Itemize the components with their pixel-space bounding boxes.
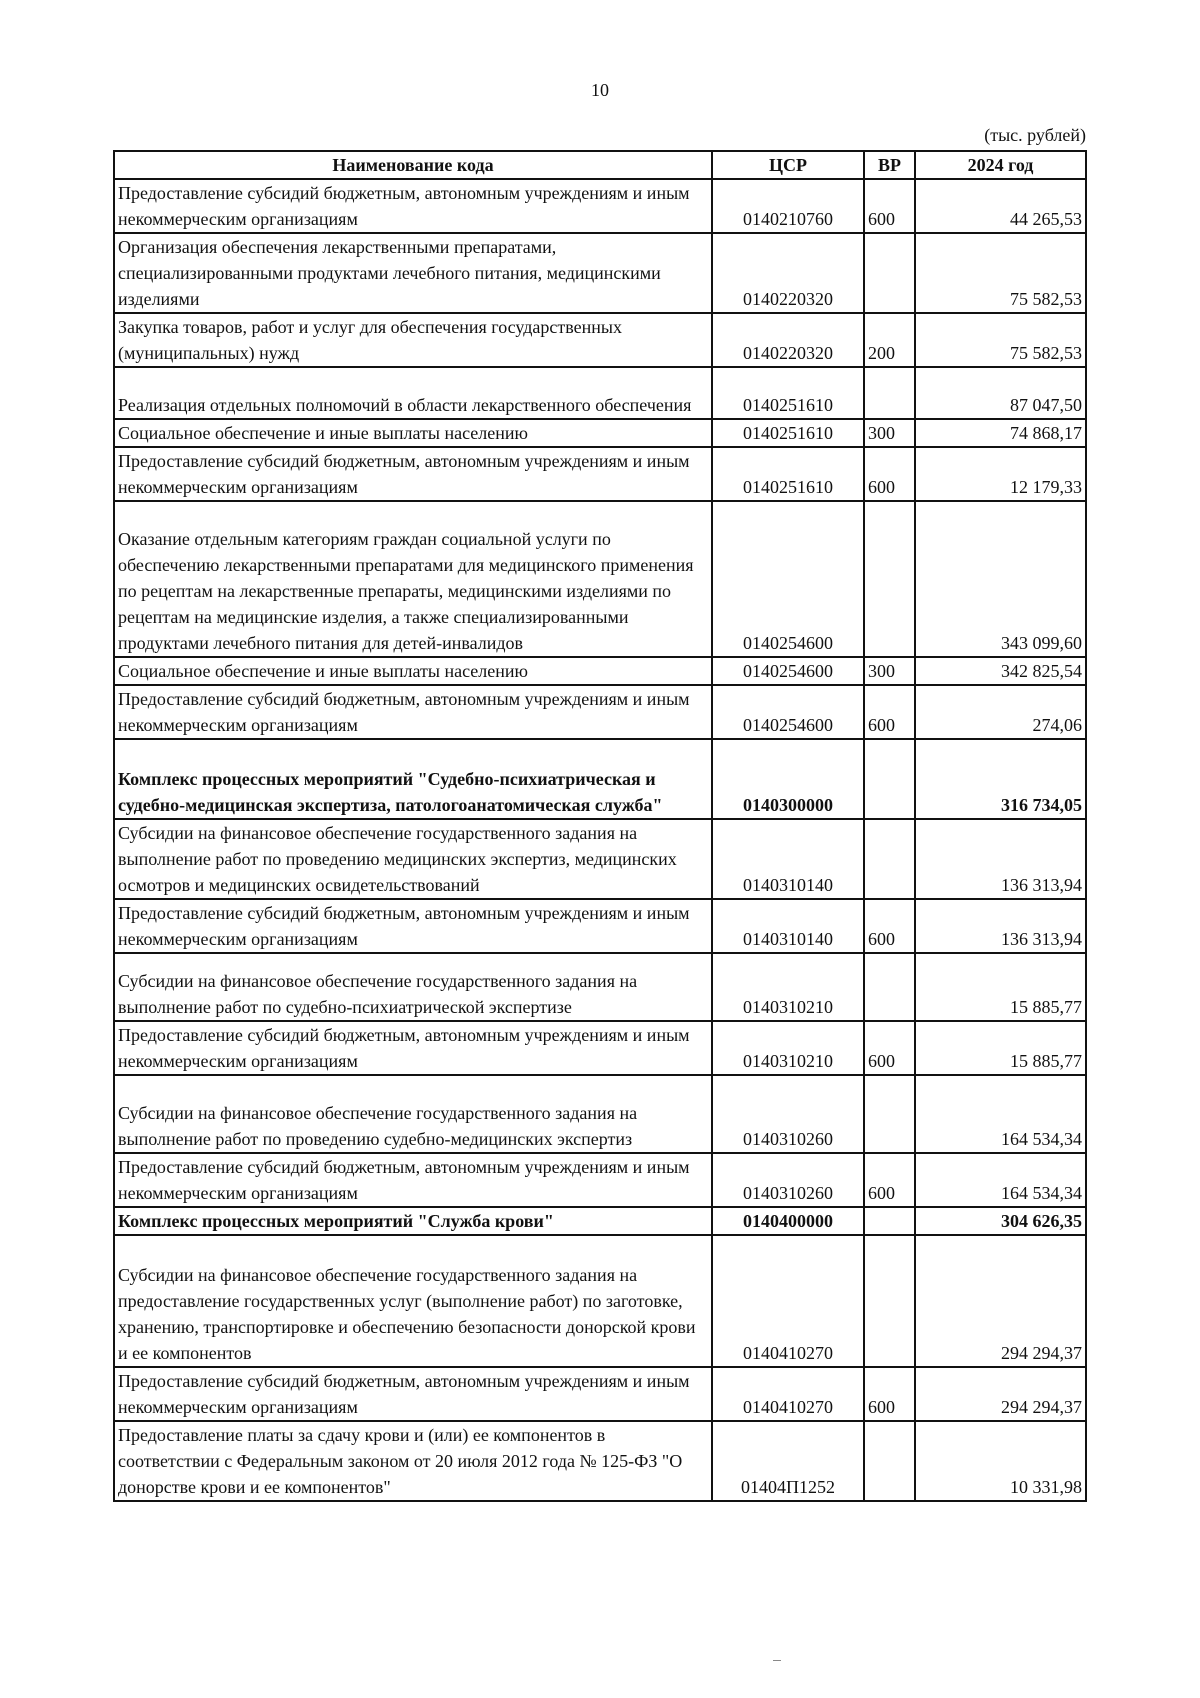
row-csr: 0140254600 (712, 657, 864, 685)
row-amount: 75 582,53 (915, 233, 1086, 313)
row-amount: 15 885,77 (915, 1021, 1086, 1075)
table-row (114, 819, 1086, 899)
row-name: Субсидии на финансовое обеспечение государственного задания на предоставление государственных услуг (выполнение работ) по заготовке, хранению, транспортировке и обеспечению безопасности донорской крови и ее компонентов (114, 1235, 712, 1367)
row-csr: 0140220320 (712, 233, 864, 313)
row-vr: 600 (864, 1367, 915, 1421)
table-row (114, 367, 1086, 419)
row-csr: 0140400000 (712, 1207, 864, 1235)
row-vr (864, 953, 915, 1021)
row-vr: 600 (864, 447, 915, 501)
row-amount: 343 099,60 (915, 501, 1086, 657)
row-vr (864, 1235, 915, 1367)
row-name: Оказание отдельным категориям граждан социальной услуги по обеспечению лекарственными препаратами для медицинского применения по рецептам на лекарственные препараты, медицинскими изделиями по рецептам на медицинские изделия, а также специализированными продуктами лечебного питания для детей-инвалидов (114, 501, 712, 657)
row-amount: 75 582,53 (915, 313, 1086, 367)
row-name: Социальное обеспечение и иные выплаты населению (114, 657, 712, 685)
scan-mark (773, 1660, 781, 1661)
row-csr: 0140251610 (712, 367, 864, 419)
page-number: 10 (591, 80, 609, 100)
row-amount: 294 294,37 (915, 1235, 1086, 1367)
table-row (114, 1021, 1086, 1075)
header-name: Наименование кода (114, 151, 712, 179)
table-row (114, 233, 1086, 313)
row-vr: 300 (864, 657, 915, 685)
row-csr: 0140254600 (712, 501, 864, 657)
table-row (114, 501, 1086, 657)
row-name: Социальное обеспечение и иные выплаты населению (114, 419, 712, 447)
row-vr (864, 1207, 915, 1235)
row-amount: 304 626,35 (915, 1207, 1086, 1235)
table-row (114, 313, 1086, 367)
table-row (114, 179, 1086, 233)
table-row (114, 739, 1086, 819)
table-header-row (114, 151, 1086, 179)
row-amount: 316 734,05 (915, 739, 1086, 819)
row-name: Предоставление субсидий бюджетным, автономным учреждениям и иным некоммерческим организациям (114, 899, 712, 953)
row-name: Предоставление субсидий бюджетным, автономным учреждениям и иным некоммерческим организациям (114, 179, 712, 233)
row-name: Организация обеспечения лекарственными препаратами, специализированными продуктами лечебного питания, медицинскими изделиями (114, 233, 712, 313)
row-vr: 600 (864, 899, 915, 953)
table-row (114, 685, 1086, 739)
row-csr: 0140410270 (712, 1235, 864, 1367)
row-vr: 600 (864, 1153, 915, 1207)
table-row (114, 419, 1086, 447)
row-vr: 300 (864, 419, 915, 447)
table-row (114, 1207, 1086, 1235)
header-year: 2024 год (915, 151, 1086, 179)
row-name: Реализация отдельных полномочий в области лекарственного обеспечения (114, 367, 712, 419)
row-name: Комплекс процессных мероприятий "Служба крови" (114, 1207, 712, 1235)
table-row (114, 1367, 1086, 1421)
table-row (114, 447, 1086, 501)
row-csr: 0140254600 (712, 685, 864, 739)
row-csr: 0140310210 (712, 1021, 864, 1075)
row-csr: 0140251610 (712, 447, 864, 501)
row-vr (864, 233, 915, 313)
row-vr (864, 739, 915, 819)
row-vr (864, 819, 915, 899)
row-name: Предоставление платы за сдачу крови и (или) ее компонентов в соответствии с Федеральным законом от 20 июля 2012 года № 125-ФЗ "О донорстве крови и ее компонентов" (114, 1421, 712, 1501)
row-vr: 200 (864, 313, 915, 367)
row-amount: 10 331,98 (915, 1421, 1086, 1501)
row-amount: 87 047,50 (915, 367, 1086, 419)
row-amount: 15 885,77 (915, 953, 1086, 1021)
row-name: Закупка товаров, работ и услуг для обеспечения государственных (муниципальных) нужд (114, 313, 712, 367)
row-csr: 0140410270 (712, 1367, 864, 1421)
row-amount: 164 534,34 (915, 1153, 1086, 1207)
row-vr: 600 (864, 179, 915, 233)
row-amount: 74 868,17 (915, 419, 1086, 447)
row-amount: 342 825,54 (915, 657, 1086, 685)
table-row (114, 1075, 1086, 1153)
row-vr: 600 (864, 1021, 915, 1075)
row-csr: 0140310210 (712, 953, 864, 1021)
table-row (114, 657, 1086, 685)
table-row (114, 1421, 1086, 1501)
row-vr: 600 (864, 685, 915, 739)
row-amount: 164 534,34 (915, 1075, 1086, 1153)
row-csr: 0140310260 (712, 1153, 864, 1207)
row-name: Предоставление субсидий бюджетным, автономным учреждениям и иным некоммерческим организациям (114, 685, 712, 739)
row-name: Предоставление субсидий бюджетным, автономным учреждениям и иным некоммерческим организациям (114, 1153, 712, 1207)
row-vr (864, 501, 915, 657)
row-csr: 0140210760 (712, 179, 864, 233)
row-csr: 0140300000 (712, 739, 864, 819)
row-name: Предоставление субсидий бюджетным, автономным учреждениям и иным некоммерческим организациям (114, 1021, 712, 1075)
row-vr (864, 1075, 915, 1153)
row-csr: 0140310260 (712, 1075, 864, 1153)
row-csr: 01404П1252 (712, 1421, 864, 1501)
row-amount: 44 265,53 (915, 179, 1086, 233)
table-row (114, 953, 1086, 1021)
row-csr: 0140220320 (712, 313, 864, 367)
row-vr (864, 1421, 915, 1501)
row-amount: 294 294,37 (915, 1367, 1086, 1421)
header-csr: ЦСР (712, 151, 864, 179)
row-name: Субсидии на финансовое обеспечение государственного задания на выполнение работ по проведению судебно-медицинских экспертиз (114, 1075, 712, 1153)
row-name: Комплекс процессных мероприятий "Судебно-психиатрическая и судебно-медицинская экспертиза, патологоанатомическая служба" (114, 739, 712, 819)
row-amount: 12 179,33 (915, 447, 1086, 501)
table-row (114, 1235, 1086, 1367)
table-body (114, 179, 1086, 1501)
row-name: Предоставление субсидий бюджетным, автономным учреждениям и иным некоммерческим организациям (114, 1367, 712, 1421)
row-csr: 0140310140 (712, 819, 864, 899)
budget-table (113, 150, 1087, 1502)
row-name: Субсидии на финансовое обеспечение государственного задания на выполнение работ по судебно-психиатрической экспертизе (114, 953, 712, 1021)
row-name: Предоставление субсидий бюджетным, автономным учреждениям и иным некоммерческим организациям (114, 447, 712, 501)
row-csr: 0140310140 (712, 899, 864, 953)
row-vr (864, 367, 915, 419)
table-row (114, 1153, 1086, 1207)
row-amount: 136 313,94 (915, 899, 1086, 953)
header-vr: ВР (864, 151, 915, 179)
row-amount: 136 313,94 (915, 819, 1086, 899)
table-row (114, 899, 1086, 953)
units-label: (тыс. рублей) (984, 125, 1086, 145)
row-csr: 0140251610 (712, 419, 864, 447)
row-name: Субсидии на финансовое обеспечение государственного задания на выполнение работ по проведению медицинских экспертиз, медицинских осмотров и медицинских освидетельствований (114, 819, 712, 899)
row-amount: 274,06 (915, 685, 1086, 739)
